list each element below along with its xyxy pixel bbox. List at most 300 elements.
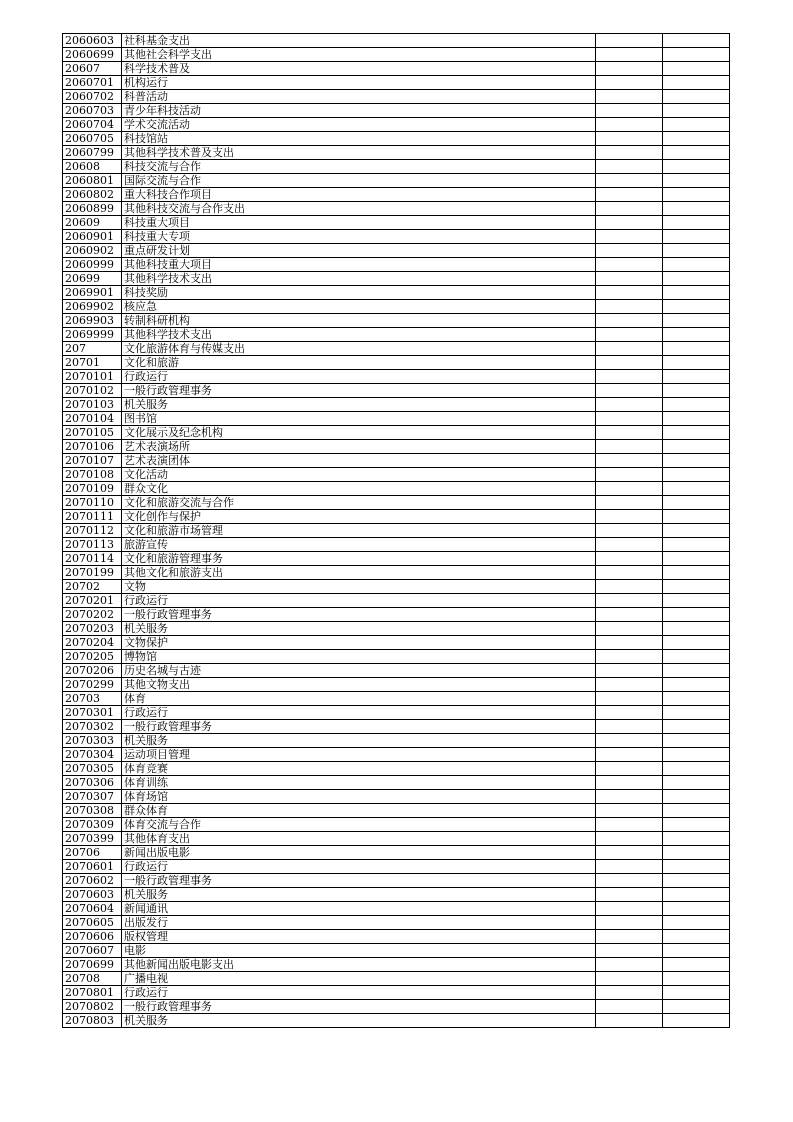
amount-cell: [596, 398, 663, 412]
amount-cell: [596, 230, 663, 244]
budget-table: [62, 33, 730, 1028]
subject-name-cell: 一般行政管理事务: [122, 720, 596, 734]
subject-name-cell: 文化和旅游交流与合作: [122, 496, 596, 510]
subject-code-cell: 2070106: [63, 440, 122, 454]
amount-cell: [663, 1014, 730, 1028]
table-row: [63, 986, 730, 1000]
amount-cell: [596, 580, 663, 594]
amount-cell: [596, 356, 663, 370]
amount-cell: [663, 496, 730, 510]
subject-code-cell: 2060799: [63, 146, 122, 160]
subject-name-cell: 科技馆站: [122, 132, 596, 146]
table-row: [63, 174, 730, 188]
table-row: [63, 748, 730, 762]
amount-cell: [596, 958, 663, 972]
amount-cell: [596, 818, 663, 832]
subject-name-cell: 文化创作与保护: [122, 510, 596, 524]
table-row: [63, 468, 730, 482]
table-row: [63, 594, 730, 608]
subject-name-cell: 其他社会科学支出: [122, 48, 596, 62]
amount-cell: [663, 972, 730, 986]
table-row: [63, 1014, 730, 1028]
table-row: [63, 272, 730, 286]
subject-code-cell: 2070204: [63, 636, 122, 650]
amount-cell: [663, 860, 730, 874]
subject-code-cell: 2070202: [63, 608, 122, 622]
subject-name-cell: 其他科学技术支出: [122, 272, 596, 286]
subject-name-cell: 版权管理: [122, 930, 596, 944]
table-row: [63, 188, 730, 202]
amount-cell: [596, 272, 663, 286]
amount-cell: [663, 272, 730, 286]
amount-cell: [596, 160, 663, 174]
subject-name-cell: 科技重大专项: [122, 230, 596, 244]
subject-name-cell: 其他科技交流与合作支出: [122, 202, 596, 216]
table-row: [63, 636, 730, 650]
table-row: [63, 846, 730, 860]
subject-code-cell: 2070108: [63, 468, 122, 482]
subject-code-cell: 2060705: [63, 132, 122, 146]
subject-code-cell: 2060699: [63, 48, 122, 62]
subject-name-cell: 体育训练: [122, 776, 596, 790]
subject-name-cell: 新闻通讯: [122, 902, 596, 916]
subject-name-cell: 体育场馆: [122, 790, 596, 804]
amount-cell: [663, 48, 730, 62]
subject-code-cell: 20702: [63, 580, 122, 594]
table-row: [63, 958, 730, 972]
amount-cell: [596, 384, 663, 398]
amount-cell: [596, 48, 663, 62]
subject-name-cell: 科技奖励: [122, 286, 596, 300]
amount-cell: [663, 370, 730, 384]
amount-cell: [596, 90, 663, 104]
subject-name-cell: 一般行政管理事务: [122, 608, 596, 622]
subject-code-cell: 2060902: [63, 244, 122, 258]
table-row: [63, 664, 730, 678]
table-row: [63, 538, 730, 552]
table-row: [63, 510, 730, 524]
subject-name-cell: 群众文化: [122, 482, 596, 496]
subject-name-cell: 机关服务: [122, 1014, 596, 1028]
table-row: [63, 104, 730, 118]
subject-name-cell: 重大科技合作项目: [122, 188, 596, 202]
subject-name-cell: 广播电视: [122, 972, 596, 986]
table-row: [63, 160, 730, 174]
table-row: [63, 258, 730, 272]
amount-cell: [596, 874, 663, 888]
amount-cell: [596, 328, 663, 342]
subject-code-cell: 2070607: [63, 944, 122, 958]
subject-name-cell: 文化和旅游: [122, 356, 596, 370]
table-row: [63, 818, 730, 832]
subject-code-cell: 2070605: [63, 916, 122, 930]
amount-cell: [663, 664, 730, 678]
amount-cell: [663, 258, 730, 272]
amount-cell: [596, 930, 663, 944]
amount-cell: [596, 538, 663, 552]
amount-cell: [663, 790, 730, 804]
table-row: [63, 832, 730, 846]
subject-name-cell: 新闻出版电影: [122, 846, 596, 860]
table-row: [63, 650, 730, 664]
subject-name-cell: 运动项目管理: [122, 748, 596, 762]
amount-cell: [663, 356, 730, 370]
amount-cell: [596, 510, 663, 524]
amount-cell: [663, 286, 730, 300]
amount-cell: [596, 748, 663, 762]
table-row: [63, 454, 730, 468]
table-row: [63, 888, 730, 902]
subject-name-cell: 核应急: [122, 300, 596, 314]
subject-code-cell: 20607: [63, 62, 122, 76]
subject-name-cell: 文化和旅游管理事务: [122, 552, 596, 566]
subject-code-cell: 2070606: [63, 930, 122, 944]
subject-code-cell: 2070309: [63, 818, 122, 832]
table-row: [63, 314, 730, 328]
table-row: [63, 398, 730, 412]
amount-cell: [663, 776, 730, 790]
table-row: [63, 48, 730, 62]
amount-cell: [663, 594, 730, 608]
amount-cell: [663, 244, 730, 258]
amount-cell: [596, 482, 663, 496]
amount-cell: [596, 76, 663, 90]
table-row: [63, 356, 730, 370]
amount-cell: [596, 972, 663, 986]
table-row: [63, 776, 730, 790]
budget-table-body: [63, 34, 730, 1028]
amount-cell: [663, 580, 730, 594]
amount-cell: [663, 678, 730, 692]
amount-cell: [663, 328, 730, 342]
amount-cell: [663, 510, 730, 524]
subject-name-cell: 机关服务: [122, 734, 596, 748]
subject-code-cell: 2070112: [63, 524, 122, 538]
amount-cell: [663, 398, 730, 412]
subject-name-cell: 体育: [122, 692, 596, 706]
subject-code-cell: 20701: [63, 356, 122, 370]
table-row: [63, 552, 730, 566]
table-row: [63, 916, 730, 930]
amount-cell: [663, 174, 730, 188]
amount-cell: [663, 216, 730, 230]
amount-cell: [663, 132, 730, 146]
amount-cell: [596, 734, 663, 748]
amount-cell: [596, 426, 663, 440]
subject-code-cell: 2070103: [63, 398, 122, 412]
table-row: [63, 90, 730, 104]
amount-cell: [663, 62, 730, 76]
amount-cell: [596, 986, 663, 1000]
amount-cell: [596, 496, 663, 510]
subject-name-cell: 科普活动: [122, 90, 596, 104]
table-row: [63, 482, 730, 496]
amount-cell: [596, 608, 663, 622]
amount-cell: [596, 216, 663, 230]
subject-name-cell: 机关服务: [122, 398, 596, 412]
subject-name-cell: 文物保护: [122, 636, 596, 650]
amount-cell: [596, 832, 663, 846]
amount-cell: [663, 188, 730, 202]
amount-cell: [663, 314, 730, 328]
table-row: [63, 230, 730, 244]
subject-name-cell: 其他文化和旅游支出: [122, 566, 596, 580]
amount-cell: [663, 426, 730, 440]
amount-cell: [596, 860, 663, 874]
subject-code-cell: 2070304: [63, 748, 122, 762]
table-row: [63, 930, 730, 944]
table-row: [63, 706, 730, 720]
amount-cell: [596, 314, 663, 328]
subject-name-cell: 出版发行: [122, 916, 596, 930]
subject-code-cell: 2070206: [63, 664, 122, 678]
subject-name-cell: 其他科学技术普及支出: [122, 146, 596, 160]
amount-cell: [596, 916, 663, 930]
subject-code-cell: 2060899: [63, 202, 122, 216]
amount-cell: [596, 468, 663, 482]
table-row: [63, 692, 730, 706]
subject-code-cell: 20706: [63, 846, 122, 860]
amount-cell: [663, 650, 730, 664]
amount-cell: [663, 230, 730, 244]
subject-name-cell: 艺术表演场所: [122, 440, 596, 454]
table-row: [63, 608, 730, 622]
amount-cell: [663, 104, 730, 118]
amount-cell: [596, 790, 663, 804]
amount-cell: [663, 986, 730, 1000]
amount-cell: [663, 1000, 730, 1014]
subject-code-cell: 2070299: [63, 678, 122, 692]
amount-cell: [663, 90, 730, 104]
amount-cell: [663, 160, 730, 174]
subject-name-cell: 科学技术普及: [122, 62, 596, 76]
subject-code-cell: 2070107: [63, 454, 122, 468]
subject-name-cell: 行政运行: [122, 860, 596, 874]
subject-name-cell: 历史名城与古迹: [122, 664, 596, 678]
subject-code-cell: 2060901: [63, 230, 122, 244]
subject-name-cell: 学术交流活动: [122, 118, 596, 132]
subject-name-cell: 其他体育支出: [122, 832, 596, 846]
amount-cell: [596, 566, 663, 580]
amount-cell: [596, 846, 663, 860]
table-row: [63, 944, 730, 958]
subject-code-cell: 2070307: [63, 790, 122, 804]
table-row: [63, 216, 730, 230]
subject-name-cell: 行政运行: [122, 986, 596, 1000]
amount-cell: [663, 944, 730, 958]
subject-code-cell: 20609: [63, 216, 122, 230]
amount-cell: [596, 902, 663, 916]
subject-name-cell: 文化和旅游市场管理: [122, 524, 596, 538]
amount-cell: [663, 762, 730, 776]
subject-code-cell: 2060999: [63, 258, 122, 272]
table-row: [63, 496, 730, 510]
amount-cell: [663, 552, 730, 566]
subject-code-cell: 2070113: [63, 538, 122, 552]
subject-name-cell: 一般行政管理事务: [122, 1000, 596, 1014]
table-row: [63, 566, 730, 580]
amount-cell: [663, 76, 730, 90]
table-row: [63, 972, 730, 986]
amount-cell: [596, 944, 663, 958]
subject-code-cell: 2070109: [63, 482, 122, 496]
amount-cell: [663, 846, 730, 860]
table-row: [63, 790, 730, 804]
subject-name-cell: 文化旅游体育与传媒支出: [122, 342, 596, 356]
subject-code-cell: 2070399: [63, 832, 122, 846]
amount-cell: [663, 412, 730, 426]
table-row: [63, 720, 730, 734]
amount-cell: [596, 650, 663, 664]
amount-cell: [596, 762, 663, 776]
table-row: [63, 118, 730, 132]
table-row: [63, 902, 730, 916]
amount-cell: [663, 482, 730, 496]
table-row: [63, 622, 730, 636]
amount-cell: [596, 440, 663, 454]
table-row: [63, 524, 730, 538]
amount-cell: [596, 524, 663, 538]
amount-cell: [663, 440, 730, 454]
subject-code-cell: 2060802: [63, 188, 122, 202]
table-row: [63, 62, 730, 76]
amount-cell: [596, 300, 663, 314]
subject-name-cell: 行政运行: [122, 594, 596, 608]
subject-name-cell: 旅游宣传: [122, 538, 596, 552]
subject-code-cell: 2070201: [63, 594, 122, 608]
table-row: [63, 384, 730, 398]
amount-cell: [663, 34, 730, 48]
table-row: [63, 874, 730, 888]
table-row: [63, 426, 730, 440]
amount-cell: [663, 888, 730, 902]
amount-cell: [663, 468, 730, 482]
subject-name-cell: 重点研发计划: [122, 244, 596, 258]
subject-name-cell: 机关服务: [122, 622, 596, 636]
amount-cell: [596, 370, 663, 384]
subject-code-cell: 2070111: [63, 510, 122, 524]
table-row: [63, 804, 730, 818]
subject-code-cell: 20708: [63, 972, 122, 986]
amount-cell: [596, 258, 663, 272]
table-row: [63, 1000, 730, 1014]
subject-name-cell: 转制科研机构: [122, 314, 596, 328]
subject-code-cell: 2070604: [63, 902, 122, 916]
amount-cell: [596, 118, 663, 132]
amount-cell: [663, 202, 730, 216]
amount-cell: [663, 692, 730, 706]
subject-code-cell: 2070801: [63, 986, 122, 1000]
amount-cell: [663, 958, 730, 972]
subject-name-cell: 青少年科技活动: [122, 104, 596, 118]
table-row: [63, 244, 730, 258]
amount-cell: [596, 636, 663, 650]
subject-name-cell: 社科基金支出: [122, 34, 596, 48]
subject-name-cell: 文化展示及纪念机构: [122, 426, 596, 440]
amount-cell: [663, 524, 730, 538]
amount-cell: [663, 636, 730, 650]
amount-cell: [596, 174, 663, 188]
amount-cell: [596, 594, 663, 608]
amount-cell: [596, 104, 663, 118]
subject-code-cell: 2070602: [63, 874, 122, 888]
subject-name-cell: 艺术表演团体: [122, 454, 596, 468]
amount-cell: [663, 734, 730, 748]
subject-code-cell: 2069901: [63, 286, 122, 300]
table-row: [63, 860, 730, 874]
amount-cell: [596, 202, 663, 216]
subject-code-cell: 2070802: [63, 1000, 122, 1014]
subject-code-cell: 20699: [63, 272, 122, 286]
amount-cell: [596, 706, 663, 720]
subject-code-cell: 2069903: [63, 314, 122, 328]
subject-code-cell: 2060701: [63, 76, 122, 90]
subject-name-cell: 体育竞赛: [122, 762, 596, 776]
subject-name-cell: 机构运行: [122, 76, 596, 90]
subject-name-cell: 电影: [122, 944, 596, 958]
subject-code-cell: 2060702: [63, 90, 122, 104]
subject-code-cell: 207: [63, 342, 122, 356]
amount-cell: [596, 188, 663, 202]
amount-cell: [596, 622, 663, 636]
subject-code-cell: 2069999: [63, 328, 122, 342]
subject-name-cell: 一般行政管理事务: [122, 874, 596, 888]
subject-code-cell: 2070101: [63, 370, 122, 384]
subject-code-cell: 2070308: [63, 804, 122, 818]
amount-cell: [596, 1000, 663, 1014]
table-row: [63, 678, 730, 692]
subject-code-cell: 2070603: [63, 888, 122, 902]
amount-cell: [596, 678, 663, 692]
subject-code-cell: 2070303: [63, 734, 122, 748]
amount-cell: [663, 930, 730, 944]
table-row: [63, 34, 730, 48]
subject-name-cell: 体育交流与合作: [122, 818, 596, 832]
subject-name-cell: 一般行政管理事务: [122, 384, 596, 398]
subject-name-cell: 其他科学技术支出: [122, 328, 596, 342]
subject-code-cell: 2070102: [63, 384, 122, 398]
subject-name-cell: 国际交流与合作: [122, 174, 596, 188]
amount-cell: [596, 244, 663, 258]
subject-code-cell: 2070199: [63, 566, 122, 580]
table-row: [63, 412, 730, 426]
subject-name-cell: 机关服务: [122, 888, 596, 902]
amount-cell: [596, 552, 663, 566]
amount-cell: [663, 538, 730, 552]
amount-cell: [596, 888, 663, 902]
table-row: [63, 300, 730, 314]
table-row: [63, 734, 730, 748]
amount-cell: [596, 286, 663, 300]
table-row: [63, 146, 730, 160]
subject-name-cell: 群众体育: [122, 804, 596, 818]
amount-cell: [663, 832, 730, 846]
subject-name-cell: 其他新闻出版电影支出: [122, 958, 596, 972]
amount-cell: [663, 342, 730, 356]
subject-code-cell: 2060704: [63, 118, 122, 132]
table-row: [63, 370, 730, 384]
table-row: [63, 342, 730, 356]
subject-name-cell: 行政运行: [122, 706, 596, 720]
amount-cell: [663, 622, 730, 636]
table-row: [63, 286, 730, 300]
amount-cell: [663, 874, 730, 888]
subject-code-cell: 2070803: [63, 1014, 122, 1028]
subject-code-cell: 2069902: [63, 300, 122, 314]
table-row: [63, 762, 730, 776]
amount-cell: [663, 706, 730, 720]
table-row: [63, 202, 730, 216]
